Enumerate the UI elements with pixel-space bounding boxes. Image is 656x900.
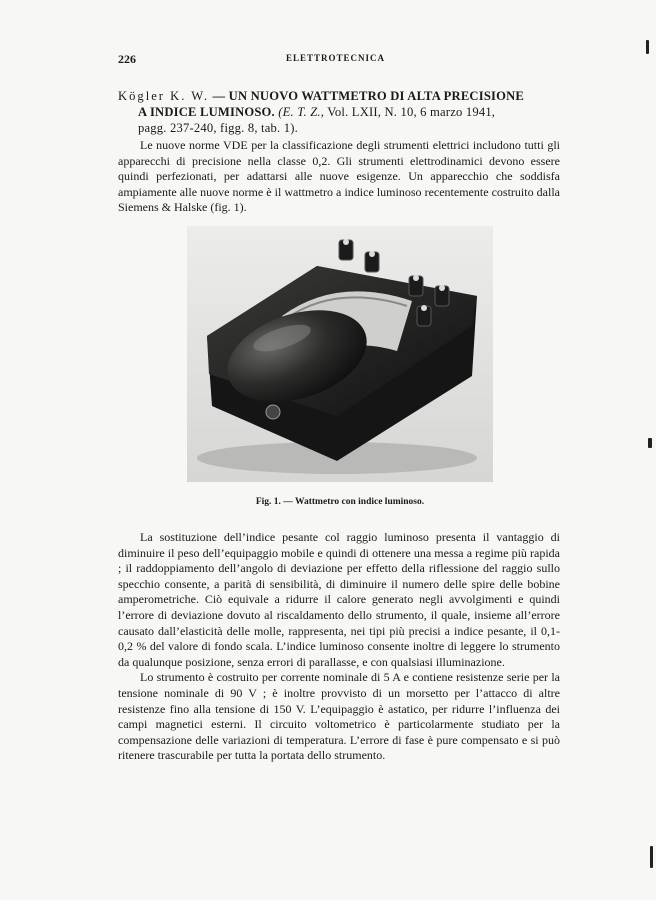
body-paragraph-1: La sostituzione dell’indice pesante col raggio luminoso presenta il vantaggio di diminuire il peso dell’equipaggio mobile e quindi di ottenere una messa a regime più rapida ; il raddoppiamento dell’angolo di deviazione per effetto della riflessione del raggio sullo specchio consente, a parità di sensibilità, di diminuire il numero delle spire delle bobine amperometriche. Ciò equivale a ridurre il calore generato negli avvolgimenti e quindi l’errore di deviazione dovuto al riscaldamento dello strumento, il quale, insieme all’errore causato dall’elasticità delle molle, rappresenta, nei tipi più precisi a indice pesante, il 0,1-0,2 % del valore di fondo scala. L’indice luminoso consente inoltre di leggere lo strumento da qualunque posizione, senza errori di parallasse, e con qualsiasi illuminazione. — [118, 530, 560, 669]
article-heading — [118, 88, 560, 136]
wattmeter-photo — [187, 226, 493, 482]
article-title-part1: UN NUOVO WATTMETRO DI ALTA PRECISIONE — [228, 89, 525, 103]
scan-mark — [646, 40, 649, 54]
scan-mark — [648, 438, 652, 448]
article-citation-pages: pagg. 237-240, figg. 8, tab. 1). — [138, 121, 298, 135]
running-title: ELETTROTECNICA — [286, 53, 386, 63]
scan-mark — [650, 846, 653, 868]
intro-text — [118, 138, 560, 216]
article-citation-journal: (E. T. Z., — [278, 105, 325, 119]
article-author: Kögler K. W. — [118, 89, 210, 103]
figure-caption: Fig. 1. — Wattmetro con indice luminoso. — [255, 497, 425, 507]
article-citation-rest: Vol. LXII, N. 10, 6 marzo 1941, — [324, 105, 496, 119]
figure-photo — [187, 226, 493, 482]
heading-dash: — — [209, 89, 229, 103]
page-header — [118, 52, 558, 68]
page-number: 226 — [118, 52, 136, 66]
article-title-line2 — [118, 104, 560, 120]
body-paragraph-2: Lo strumento è costruito per corrente nominale di 5 A e contiene resistenze serie per la tensione nominale di 90 V ; è inoltre provvisto di un morsetto per l’attacco di altre resistenze fino alla tensione di 150 V. L’equipaggio è astatico, per ridurre l’influenza dei campi magnetici esterni. Il circuito voltometrico è particolarmente studiato per la compensazione delle variazioni di temperatura. L’errore di fase è pure compensato e si può ritenere trascurabile per tutta la portata dello strumento. — [118, 670, 560, 763]
body-text — [118, 530, 560, 764]
intro-paragraph: Le nuove norme VDE per la classificazione degli strumenti elettrici includono tutti gli apparecchi di precisione nella classe 0,2. Gli strumenti elettrodinamici devono essere quindi perfezionati, per adattarsi alle nuove esigenze. Un apparecchio che soddisfa ampiamente alle nuove norme è il wattmetro a indice luminoso recentemente costruito dalla Siemens & Halske (fig. 1). — [118, 138, 560, 214]
article-title-part2: A INDICE LUMINOSO. — [138, 105, 275, 119]
